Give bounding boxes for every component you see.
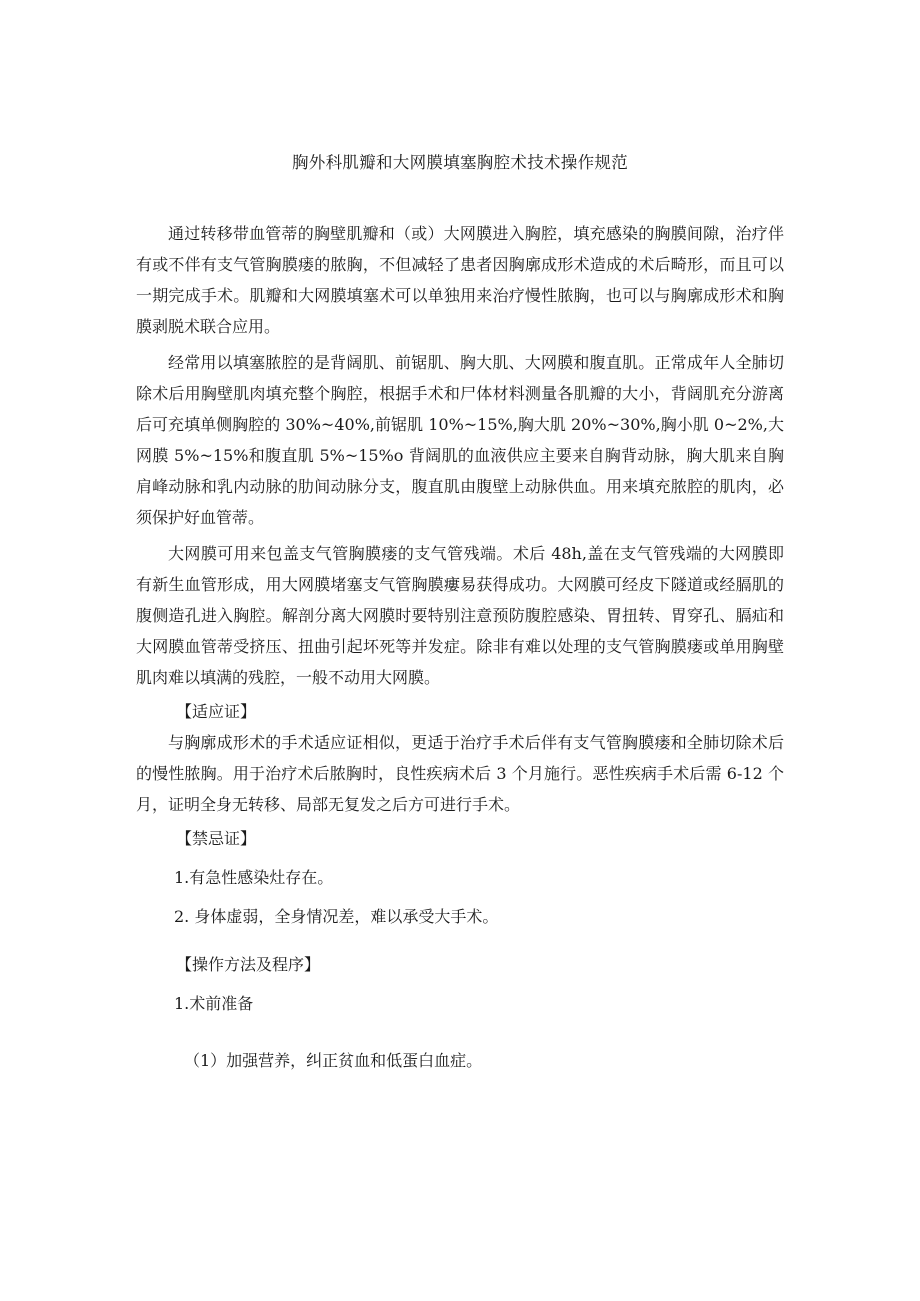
indications-text: 与胸廓成形术的手术适应证相似，更适于治疗手术后伴有支气管胸膜瘘和全肺切除术后的慢性脓胸。用于治疗术后脓胸时，良性疾病术后 3 个月施行。恶性疾病手术后需 6-12 个月，证明全身无转移、局部无复发之后方可进行手术。 [136,733,784,814]
document-title: 胸外科肌瓣和大网膜填塞胸腔术技术操作规范 [292,153,628,172]
contraindication-item: 1.有急性感染灶存在。 [174,868,334,887]
paragraph-intro: 通过转移带血管蒂的胸壁肌瓣和（或）大网膜进入胸腔，填充感染的胸膜间隙，治疗伴有或不伴有支气管胸膜瘘的脓胸，不但减轻了患者因胸廓成形术造成的术后畸形，而且可以一期完成手术。肌瓣和大网膜填塞术可以单独用来治疗慢性脓胸，也可以与胸廓成形术和胸膜剥脱术联合应用。 [136,224,784,336]
paragraph-muscles: 经常用以填塞脓腔的是背阔肌、前锯肌、胸大肌、大网膜和腹直肌。正常成年人全肺切除术后用胸壁肌肉填充整个胸腔，根据手术和尸体材料测量各肌瓣的大小，背阔肌充分游离后可充填单侧胸腔的 30%~40%,前锯肌 10%~15%,胸大肌 20%~30%,胸小肌 0~2%,大网膜 5%~15%和腹直肌 5%~15%o 背阔肌的血液供应主要来自胸背动脉，胸大肌来自胸肩峰动脉和乳内动脉的肋间动脉分支，腹直肌由腹壁上动脉供血。用来填充脓腔的肌肉，必须保护好血管蒂。 [136,353,784,527]
contraindication-item: 2. 身体虚弱，全身情况差，难以承受大手术。 [174,907,499,926]
procedure-step-1: 1.术前准备 [174,994,254,1013]
document-body [136,218,784,1076]
indications-heading: 【适应证】 [176,702,257,721]
procedure-heading: 【操作方法及程序】 [176,955,321,974]
contraindications-heading: 【禁忌证】 [176,829,257,848]
procedure-step-1-sub-1: （1）加强营养，纠正贫血和低蛋白血症。 [184,1051,483,1070]
paragraph-omentum: 大网膜可用来包盖支气管胸膜瘘的支气管残端。术后 48h,盖在支气管残端的大网膜即有新生血管形成，用大网膜堵塞支气管胸膜瘻易获得成功。大网膜可经皮下隧道或经膈肌的腹侧造孔进入胸腔。解剖分离大网膜时要特别注意预防腹腔感染、胃扭转、胃穿孔、膈疝和大网膜血管蒂受挤压、扭曲引起坏死等并发症。除非有难以处理的支气管胸膜瘘或单用胸壁肌肉难以填满的残腔，一般不动用大网膜。 [136,544,784,687]
